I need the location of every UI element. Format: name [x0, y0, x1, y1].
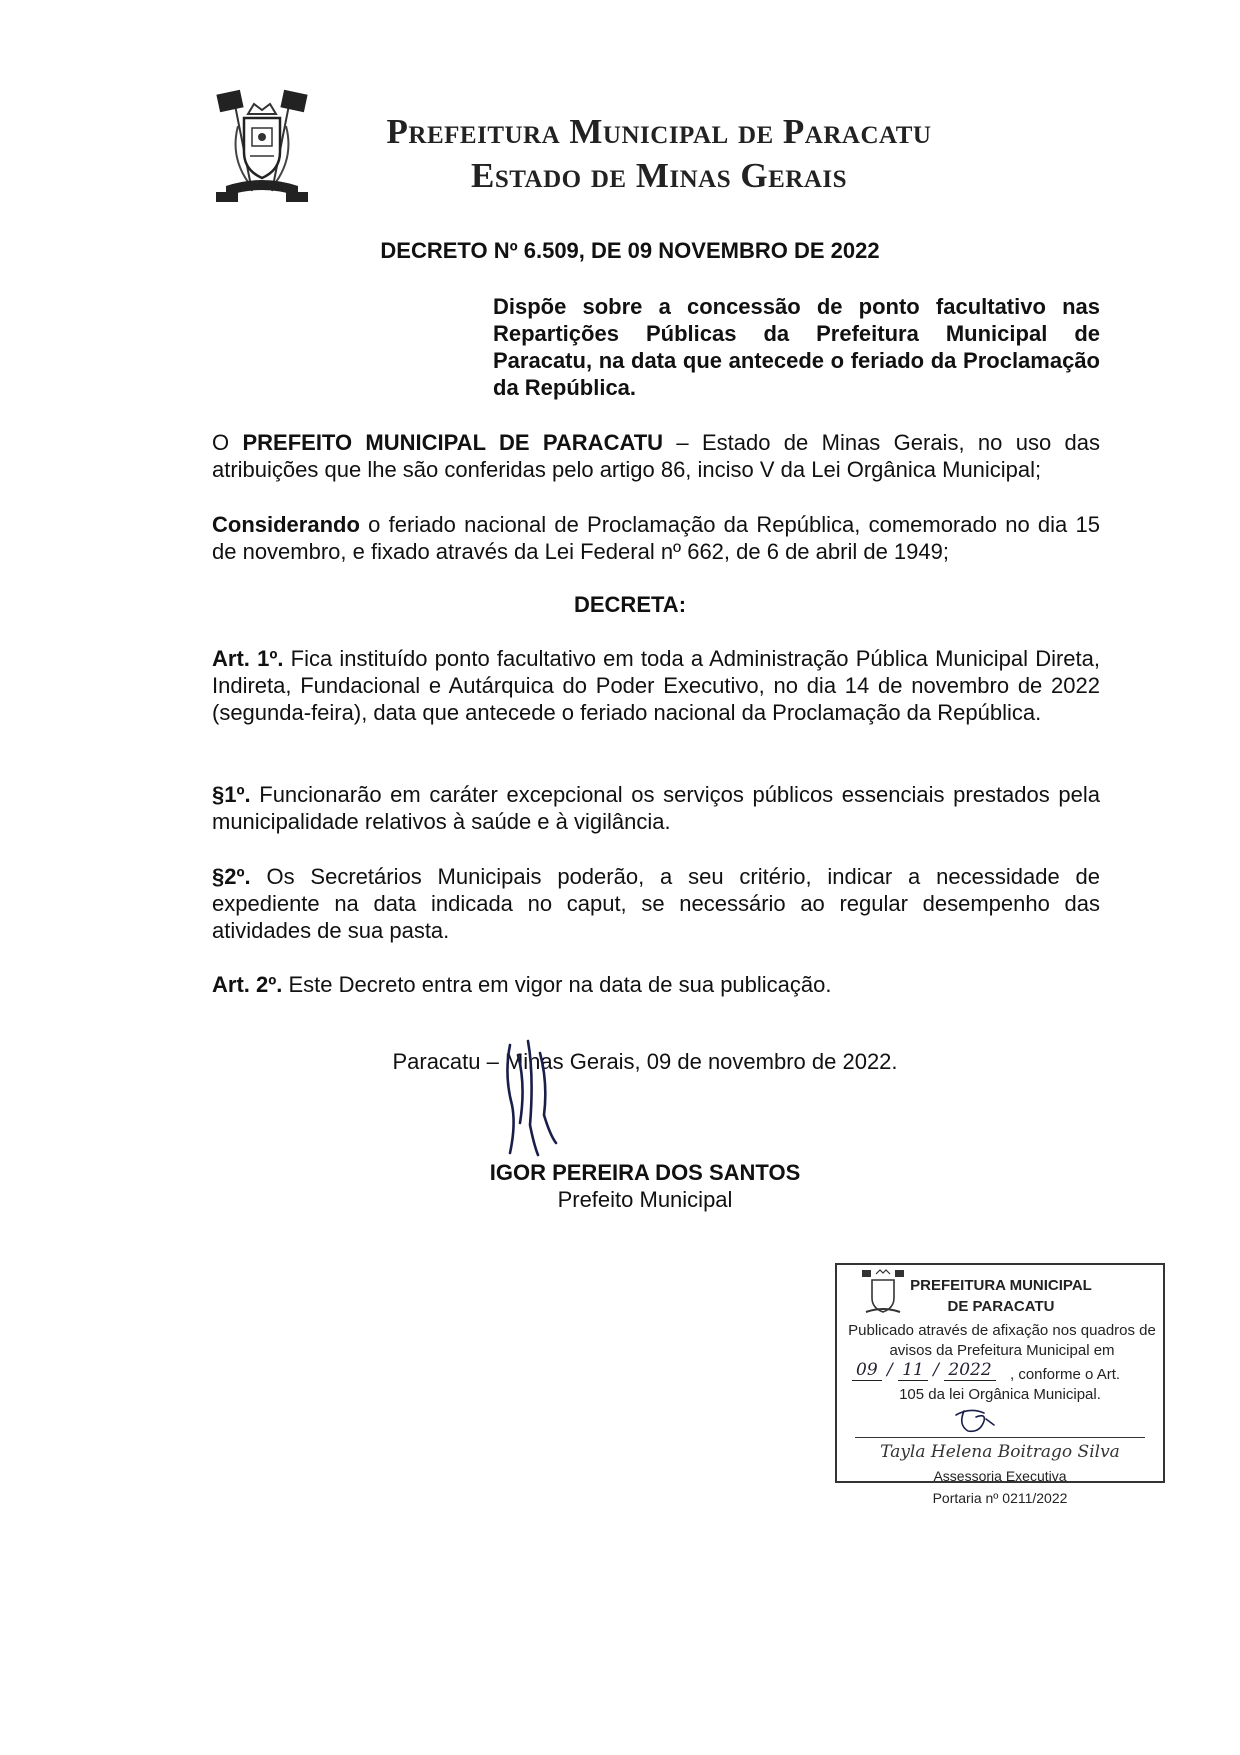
place-date: Paracatu – Minas Gerais, 09 de novembro de 2022.	[392, 1049, 898, 1074]
decree-title: DECRETO Nº 6.509, DE 09 NOVEMBRO DE 2022	[380, 238, 880, 263]
paragraph-1-text: Funcionarão em caráter excepcional os serviços públicos essenciais prestados pela municipalidade relativos à saúde e à vigilância.	[212, 782, 1100, 834]
article-1	[212, 645, 1100, 726]
decreta-heading: DECRETA:	[573, 592, 687, 617]
paragraph-2	[212, 863, 1100, 944]
signer-name: IGOR PEREIRA DOS SANTOS	[489, 1160, 801, 1185]
stamp-role: Assessoria Executiva	[933, 1468, 1067, 1484]
intro-prefix: O	[212, 430, 243, 455]
stamp-signer: Tayla Helena Boitrago Silva	[880, 1442, 1120, 1462]
article-2	[212, 971, 1100, 998]
decree-ementa: Dispõe sobre a concessão de ponto facultativo nas Repartições Públicas da Prefeitura Municipal de Paracatu, na data que antecede o feriado da Proclamação da República.	[493, 294, 1100, 400]
signer-role: Prefeito Municipal	[557, 1187, 733, 1212]
handwritten-signature	[490, 1035, 580, 1160]
stamp-line2: avisos da Prefeitura Municipal em	[889, 1342, 1115, 1359]
stamp-org-line1: PREFEITURA MUNICIPAL	[910, 1277, 1092, 1294]
paragraph-2-label: §2º.	[212, 864, 251, 889]
intro-paragraph	[212, 429, 1100, 483]
article-2-text: Este Decreto entra em vigor na data de sua publicação.	[282, 972, 832, 997]
stamp-line1: Publicado através de afixação nos quadros de	[848, 1322, 1156, 1339]
considerando-text: o feriado nacional de Proclamação da República, comemorado no dia 15 de novembro, e fixado através da Lei Federal nº 662, de 6 de abril de 1949;	[212, 512, 1100, 564]
stamp-portaria: Portaria nº 0211/2022	[932, 1490, 1068, 1506]
stamp-line3: , conforme o Art.	[1010, 1366, 1121, 1383]
paragraph-2-text: Os Secretários Municipais poderão, a seu critério, indicar a necessidade de expediente na data indicada no caput, se necessário ao regular desempenho das atividades de sua pasta.	[212, 864, 1100, 943]
article-1-text: Fica instituído ponto facultativo em toda a Administração Pública Municipal Direta, Indireta, Fundacional e Autárquica do Poder Executivo, no dia 14 de novembro de 2022 (segunda-feira), data que antecede o feriado nacional da Proclamação da República.	[212, 646, 1100, 725]
considerando-label: Considerando	[212, 512, 360, 537]
article-1-label: Art. 1º.	[212, 646, 284, 671]
stamp-line4: 105 da lei Orgânica Municipal.	[899, 1386, 1101, 1403]
stamp-date: 09 / 11 / 2022	[852, 1360, 996, 1381]
considerando-paragraph	[212, 511, 1100, 565]
stamp-date-month: 11	[898, 1360, 928, 1381]
paragraph-1	[212, 781, 1100, 835]
intro-subject: PREFEITO MUNICIPAL DE PARACATU	[242, 430, 664, 455]
article-2-label: Art. 2º.	[212, 972, 283, 997]
paragraph-1-label: §1º.	[212, 782, 251, 807]
header-title: Prefeitura Municipal de Paracatu	[386, 112, 932, 151]
stamp-org-line2: DE PARACATU	[947, 1298, 1055, 1315]
intro-text: – Estado de Minas Gerais, no uso das atribuições que lhe são conferidas pelo artigo 86, inciso V da Lei Orgânica Municipal;	[212, 430, 1101, 482]
stamp-date-day: 09	[852, 1360, 882, 1381]
stamp-date-year: 2022	[944, 1360, 995, 1381]
stamp-signature-line	[855, 1437, 1145, 1438]
handwritten-initials	[950, 1405, 1000, 1435]
header-subtitle: Estado de Minas Gerais	[470, 156, 848, 195]
